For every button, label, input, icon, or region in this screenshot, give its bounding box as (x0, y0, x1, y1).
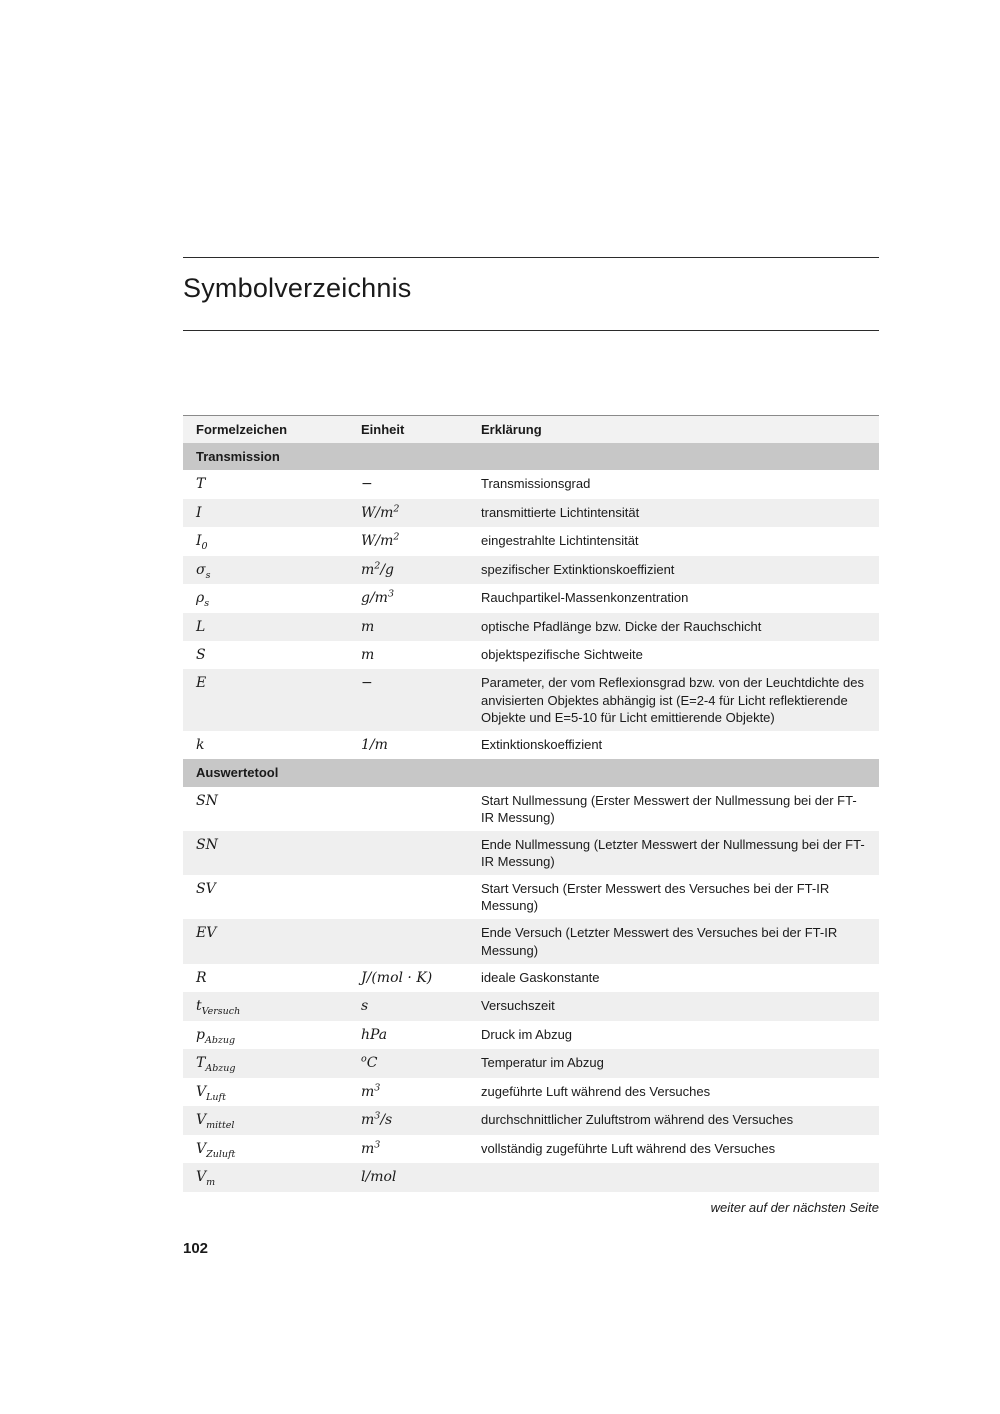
symbol: E (196, 675, 207, 692)
page-number: 102 (183, 1240, 209, 1257)
table-row (183, 831, 879, 875)
table-row (183, 919, 879, 963)
symbol: SN (196, 792, 218, 809)
table-header-row (183, 416, 879, 444)
unit-cell (348, 1021, 468, 1049)
symbol-table (183, 415, 879, 1192)
explanation-cell: Druck im Abzug (468, 1021, 879, 1049)
unit: $W/m^2$ (361, 531, 400, 550)
unit-cell (348, 1135, 468, 1163)
symbol-cell (183, 499, 348, 527)
symbol-cell (183, 1078, 348, 1106)
explanation-cell: Ende Versuch (Letzter Messwert des Versuches bei der FT-IR Messung) (468, 919, 879, 963)
header-formelzeichen: Formelzeichen (183, 416, 348, 444)
symbol: $V_{mittel}$ (196, 1112, 235, 1131)
explanation-cell: transmittierte Lichtintensität (468, 499, 879, 527)
symbol-cell (183, 875, 348, 919)
unit-cell (348, 584, 468, 612)
unit: $^o$C (361, 1053, 378, 1072)
symbol: $I_0$ (196, 533, 208, 552)
explanation-cell: vollständig zugeführte Luft während des Versuches (468, 1135, 879, 1163)
symbol: L (196, 618, 206, 635)
explanation-cell: Parameter, der vom Reflexionsgrad bzw. von der Leuchtdichte des anvisierten Objektes abhängig ist (E=2-4 für Licht reflektierende Objekte und E=5-10 für Licht emittierende Objekte) (468, 669, 879, 730)
unit: s (361, 998, 369, 1015)
table-row (183, 669, 879, 730)
unit-cell (348, 470, 468, 498)
symbol: R (196, 969, 207, 986)
table-row (183, 1135, 879, 1163)
unit-cell (348, 641, 468, 669)
unit-cell (348, 919, 468, 963)
table-row (183, 527, 879, 555)
unit-cell (348, 992, 468, 1020)
unit-cell (348, 613, 468, 641)
symbol: SV (196, 881, 216, 898)
table-body (183, 443, 879, 1192)
unit-cell (348, 1049, 468, 1077)
symbol-cell (183, 1106, 348, 1134)
unit: − (361, 476, 373, 493)
symbol: EV (196, 925, 217, 942)
section-label: Auswertetool (183, 759, 879, 786)
symbol: $V_{Luft}$ (196, 1083, 226, 1103)
explanation-cell: spezifischer Extinktionskoeffizient (468, 556, 879, 584)
explanation-cell: optische Pfadlänge bzw. Dicke der Rauchschicht (468, 613, 879, 641)
unit: $m^3$ (361, 1082, 381, 1100)
table-row (183, 499, 879, 527)
unit: $m^2/g$ (361, 559, 395, 578)
table-row (183, 613, 879, 641)
table-row (183, 1163, 879, 1191)
explanation-cell: Rauchpartikel-Massenkonzentration (468, 584, 879, 612)
symbol-cell (183, 584, 348, 612)
section-label: Transmission (183, 443, 879, 470)
unit: $m^3/s$ (361, 1110, 393, 1129)
symbol: $\sigma_s$ (196, 561, 211, 581)
unit: $g/m^3$ (361, 588, 395, 607)
explanation-cell: Extinktionskoeffizient (468, 731, 879, 759)
symbol: $\rho_s$ (196, 590, 210, 609)
unit: − (361, 675, 373, 692)
symbol-cell (183, 1049, 348, 1077)
explanation-cell: eingestrahlte Lichtintensität (468, 527, 879, 555)
header-einheit: Einheit (348, 416, 468, 444)
symbol: $t_{Versuch}$ (196, 998, 241, 1018)
section-row (183, 443, 879, 470)
symbol-cell (183, 964, 348, 992)
symbol-cell (183, 527, 348, 555)
section-row (183, 759, 879, 786)
table-row (183, 992, 879, 1020)
symbol-cell (183, 919, 348, 963)
unit-cell (348, 1163, 468, 1191)
symbol: $p_{Abzug}$ (196, 1026, 236, 1046)
symbol-cell (183, 831, 348, 875)
symbol-cell (183, 556, 348, 584)
unit-cell (348, 787, 468, 831)
explanation-cell: Ende Nullmessung (Letzter Messwert der Nullmessung bei der FT-IR Messung) (468, 831, 879, 875)
title-rule-top (183, 257, 879, 258)
unit-cell (348, 1106, 468, 1134)
explanation-cell: Transmissionsgrad (468, 470, 879, 498)
table-row (183, 1049, 879, 1077)
table-row (183, 875, 879, 919)
symbol: I (196, 504, 202, 521)
table-row (183, 787, 879, 831)
symbol: $V_m$ (196, 1169, 216, 1188)
unit: J/(mol · K) (361, 969, 433, 986)
unit: $m^3$ (361, 1138, 381, 1157)
symbol-cell (183, 731, 348, 759)
unit: hPa (361, 1026, 388, 1043)
explanation-cell: Temperatur im Abzug (468, 1049, 879, 1077)
unit: 1/m (361, 736, 388, 753)
unit-cell (348, 831, 468, 875)
unit: m (361, 618, 375, 635)
table-row (183, 470, 879, 498)
explanation-cell: Start Versuch (Erster Messwert des Versuches bei der FT-IR Messung) (468, 875, 879, 919)
title-rule-bottom (183, 330, 879, 331)
explanation-cell: zugeführte Luft während des Versuches (468, 1078, 879, 1106)
symbol: T (196, 476, 206, 493)
explanation-cell (468, 1163, 879, 1191)
explanation-cell: Versuchszeit (468, 992, 879, 1020)
symbol-cell (183, 1163, 348, 1191)
symbol-cell (183, 669, 348, 730)
table-row (183, 556, 879, 584)
symbol-cell (183, 787, 348, 831)
symbol: $V_{Zuluft}$ (196, 1140, 236, 1160)
unit-cell (348, 1078, 468, 1106)
symbol-cell (183, 613, 348, 641)
unit: l/mol (361, 1169, 397, 1186)
symbol: $T_{Abzug}$ (196, 1055, 236, 1074)
unit-cell (348, 499, 468, 527)
symbol: S (196, 646, 206, 663)
symbol-cell (183, 470, 348, 498)
table-row (183, 584, 879, 612)
unit-cell (348, 556, 468, 584)
unit-cell (348, 527, 468, 555)
symbol-cell (183, 992, 348, 1020)
symbol-cell (183, 1021, 348, 1049)
table-container (183, 415, 879, 1215)
table-row (183, 1078, 879, 1106)
table-row (183, 964, 879, 992)
explanation-cell: durchschnittlicher Zuluftstrom während des Versuches (468, 1106, 879, 1134)
unit-cell (348, 731, 468, 759)
explanation-cell: Start Nullmessung (Erster Messwert der Nullmessung bei der FT-IR Messung) (468, 787, 879, 831)
symbol: SN (196, 836, 218, 853)
unit: m (361, 646, 375, 663)
header-erklaerung: Erklärung (468, 416, 879, 444)
unit: $W/m^2$ (361, 502, 400, 521)
symbol-cell (183, 641, 348, 669)
table-row (183, 1021, 879, 1049)
table-row (183, 731, 879, 759)
unit-cell (348, 964, 468, 992)
unit-cell (348, 669, 468, 730)
explanation-cell: objektspezifische Sichtweite (468, 641, 879, 669)
table-row (183, 641, 879, 669)
explanation-cell: ideale Gaskonstante (468, 964, 879, 992)
symbol: k (196, 736, 205, 753)
continuation-note: weiter auf der nächsten Seite (710, 1199, 879, 1215)
table-row (183, 1106, 879, 1134)
unit-cell (348, 875, 468, 919)
symbol-cell (183, 1135, 348, 1163)
page-title: Symbolverzeichnis (183, 273, 412, 303)
